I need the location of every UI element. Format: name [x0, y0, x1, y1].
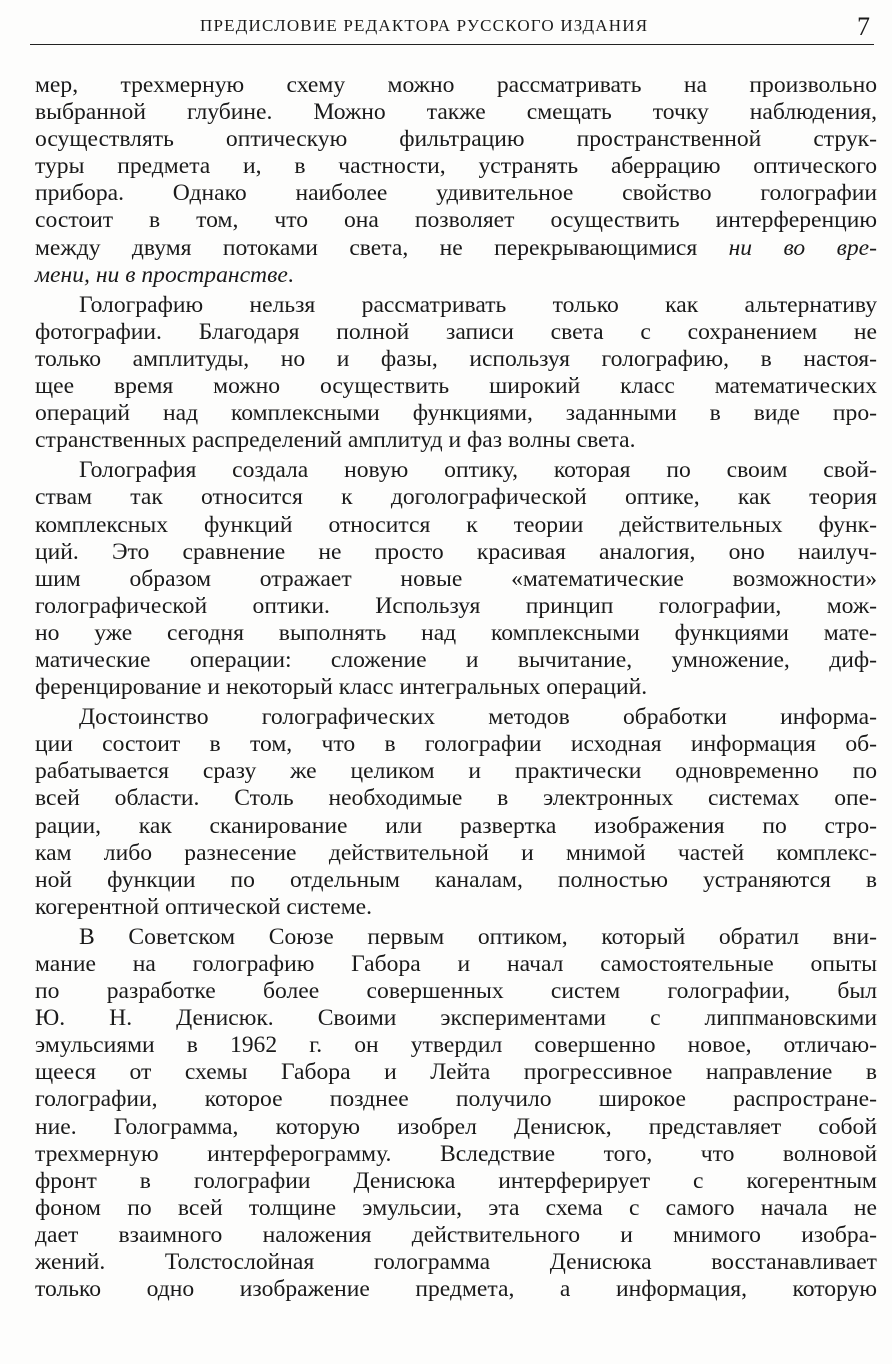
- text-line: осуществлять оптическую фильтрацию пространственной струк-: [35, 126, 877, 153]
- text-line: только одно изображение предмета, а информация, которую: [35, 1276, 877, 1303]
- text-segment: .: [287, 261, 294, 288]
- text-line: голографии, которое позднее получило широкое распростране-: [35, 1086, 877, 1113]
- text-line: эмульсиями в 1962 г. он утвердил совершенно новое, отличаю-: [35, 1032, 877, 1059]
- text-line: ние. Голограмма, которую изобрел Денисюк, представляет собой: [35, 1113, 877, 1140]
- paragraph-2: [35, 292, 877, 455]
- text-segment: между двумя потоками света, не перекрывающимися: [35, 234, 698, 261]
- text-line: ференцирование и некоторый класс интегральных операций.: [35, 674, 648, 701]
- text-line: Ю. Н. Денисюк. Своими экспериментами с липпмановскими: [35, 1005, 877, 1032]
- text-line: по разработке более совершенных систем голографии, был: [35, 978, 877, 1005]
- text-line: Достоинство голографических методов обработки информа-: [79, 704, 877, 731]
- text-line: всей области. Столь необходимые в электронных системах опе-: [35, 785, 877, 812]
- text-line: матические операции: сложение и вычитание, умножение, диф-: [35, 646, 877, 673]
- text-line: фронт в голографии Денисюка интерферирует с когерентным: [35, 1167, 877, 1194]
- paragraph-5: [35, 924, 877, 1303]
- text-line: состоит в том, что она позволяет осуществить интерференцию: [35, 207, 877, 234]
- paragraph-1: [35, 72, 877, 289]
- text-line: когерентной оптической системе.: [35, 893, 373, 920]
- text-line: Голография создала новую оптику, которая по своим свой-: [79, 457, 877, 484]
- text-line: рабатывается сразу же целиком и практически одновременно по: [35, 758, 877, 785]
- text-line: трехмерную интерферограмму. Вследствие того, что волновой: [35, 1140, 877, 1167]
- text-line: В Советском Союзе первым оптиком, который обратил вни-: [79, 923, 877, 950]
- running-header: [30, 10, 874, 45]
- text-line: прибора. Однако наиболее удивительное свойство голографии: [35, 180, 877, 207]
- paragraph-3: [35, 457, 877, 701]
- text-line: фотографии. Благодаря полной записи света с сохранением не: [35, 318, 877, 345]
- italic-phrase: мени, ни в пространстве: [35, 261, 288, 288]
- text-line: ции состоит в том, что в голографии исходная информация об-: [35, 731, 877, 758]
- text-line: жений. Толстослойная голограмма Денисюка восстанавливает: [35, 1249, 877, 1276]
- text-line: фоном по всей толщине эмульсии, эта схема с самого начала не: [35, 1194, 877, 1221]
- text-line: ной функции по отдельным каналам, полностью устраняются в: [35, 866, 877, 893]
- page-number: 7: [857, 12, 870, 41]
- text-line: туры предмета и, в частности, устранять аберрацию оптического: [35, 153, 877, 180]
- text-line: мание на голографию Габора и начал самостоятельные опыты: [35, 951, 877, 977]
- paragraph-4: [35, 704, 877, 921]
- text-line: Голографию нельзя рассматривать только как альтернативу: [79, 291, 877, 318]
- page-body: [35, 72, 877, 1303]
- text-line: ствам так относится к доголографической оптике, как теория: [35, 484, 877, 511]
- text-line: щее время можно осуществить широкий класс математических: [35, 373, 877, 400]
- text-line: странственных распределений амплитуд и фаз волны света.: [35, 427, 636, 454]
- text-line: выбранной глубине. Можно также смещать точку наблюдения,: [35, 99, 877, 126]
- text-line: рации, как сканирование или развертка изображения по стро-: [35, 812, 877, 839]
- text-line: комплексных функций относится к теории действительных функ-: [35, 511, 877, 538]
- text-line: дает взаимного наложения действительного и мнимого изобра-: [35, 1221, 877, 1248]
- text-line: мер, трехмерную схему можно рассматривать на произвольно: [35, 72, 877, 98]
- text-line: шим образом отражает новые «математические возможности»: [35, 565, 877, 592]
- text-line: кам либо разнесение действительной и мнимой частей комплекс-: [35, 839, 877, 866]
- running-title: ПРЕДИСЛОВИЕ РЕДАКТОРА РУССКОГО ИЗДАНИЯ: [200, 16, 649, 35]
- text-line: [35, 235, 877, 262]
- text-line: только амплитуды, но и фазы, используя голографию, в настоя-: [35, 345, 877, 372]
- text-line: голографической оптики. Используя принцип голографии, мож-: [35, 592, 877, 619]
- text-line: операций над комплексными функциями, заданными в виде про-: [35, 400, 877, 427]
- text-line: но уже сегодня выполнять над комплексными функциями мате-: [35, 619, 877, 646]
- italic-phrase: ни во вре-: [728, 234, 877, 261]
- text-line: [35, 262, 877, 289]
- text-line: щееся от схемы Габора и Лейта прогрессивное направление в: [35, 1059, 877, 1086]
- text-line: ций. Это сравнение не просто красивая аналогия, оно наилуч-: [35, 538, 877, 565]
